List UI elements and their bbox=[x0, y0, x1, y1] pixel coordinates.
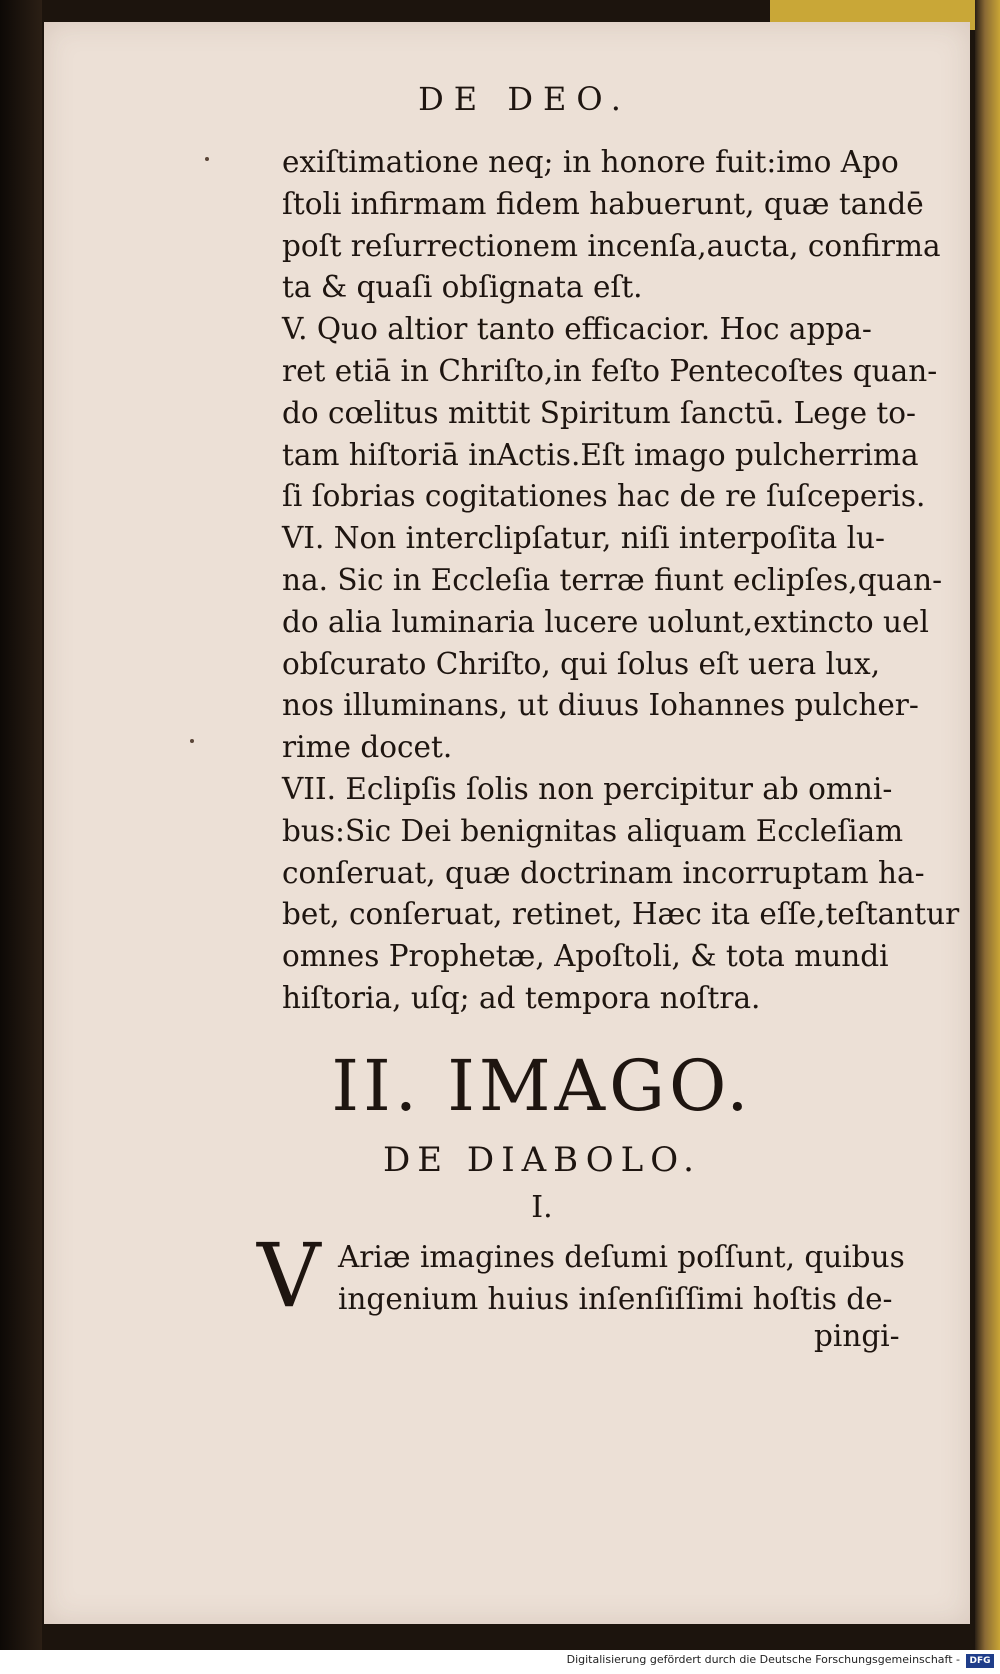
text-line: rime docet. bbox=[282, 730, 453, 765]
text-line: conſeruat, quæ doctrinam incorruptam ha- bbox=[282, 855, 925, 890]
text-line: poſt reſurrectionem incenſa,aucta, confirma bbox=[282, 228, 941, 263]
catchword: pingi- bbox=[814, 1319, 900, 1353]
text-line: bus:Sic Dei benignitas aliquam Eccleſiam bbox=[282, 813, 904, 848]
text-line: bet, conſeruat, retinet, Hæc ita eſſe,teſtantur bbox=[282, 897, 960, 932]
text-line: do cœlitus mittit Spiritum ſanctū. Lege to- bbox=[282, 395, 916, 430]
book-page bbox=[44, 22, 970, 1624]
section-subtitle: DE DIABOLO. bbox=[383, 1140, 701, 1180]
text-line: V. Quo altior tanto efficacior. Hoc appa- bbox=[282, 312, 872, 347]
running-head: DE DEO. bbox=[418, 80, 631, 118]
text-line: VI. Non interclipſatur, niſi interpoſita lu- bbox=[282, 521, 885, 556]
text-line: omnes Prophetæ, Apoſtoli, & tota mundi bbox=[282, 939, 889, 974]
dfg-logo: DFG bbox=[966, 1654, 994, 1668]
text-line: ta & quaſi obſignata eſt. bbox=[282, 270, 643, 305]
text-line: Ariæ imagines deſumi poſſunt, quibus bbox=[338, 1240, 905, 1274]
section-title: II. IMAGO. bbox=[331, 1045, 753, 1127]
text-line: ſtoli infirmam fidem habuerunt, quæ tandē bbox=[282, 186, 924, 221]
ink-speck bbox=[190, 739, 194, 743]
footer-bar bbox=[0, 1650, 1000, 1674]
text-line: tam hiſtoriā inActis.Eſt imago pulcherrima bbox=[282, 437, 919, 472]
text-line: ret etiā in Chriſto,in feſto Pentecoſtes quan- bbox=[282, 353, 938, 388]
text-line: VII. Eclipſis ſolis non percipitur ab omni- bbox=[282, 771, 893, 806]
text-line: na. Sic in Eccleſia terræ fiunt eclipſes,quan- bbox=[282, 562, 943, 597]
text-line: do alia luminaria lucere uolunt,extincto uel bbox=[282, 604, 929, 639]
funding-credit: Digitalisierung gefördert durch die Deutsche Forschungsgemeinschaft - bbox=[566, 1653, 960, 1666]
section-paragraph bbox=[338, 1237, 950, 1321]
ink-speck bbox=[205, 157, 209, 161]
text-line: obſcurato Chriſto, qui ſolus eſt uera lux, bbox=[282, 646, 881, 681]
text-line: exiſtimatione neq; in honore fuit:imo Apo bbox=[282, 145, 899, 179]
text-line: ingenium huius inſenſiſſimi hoſtis de- bbox=[338, 1281, 893, 1316]
text-line: ſi ſobrias cogitationes hac de re ſuſceperis. bbox=[282, 479, 926, 514]
page-fore-edge bbox=[975, 0, 1000, 1650]
main-text bbox=[282, 142, 960, 1020]
book-spine-edge bbox=[0, 0, 42, 1650]
text-line: hiſtoria, uſq; ad tempora noſtra. bbox=[282, 980, 761, 1015]
text-line: nos illuminans, ut diuus Iohannes pulcher- bbox=[282, 688, 919, 723]
drop-cap: V bbox=[257, 1224, 321, 1327]
section-number: I. bbox=[531, 1190, 553, 1225]
